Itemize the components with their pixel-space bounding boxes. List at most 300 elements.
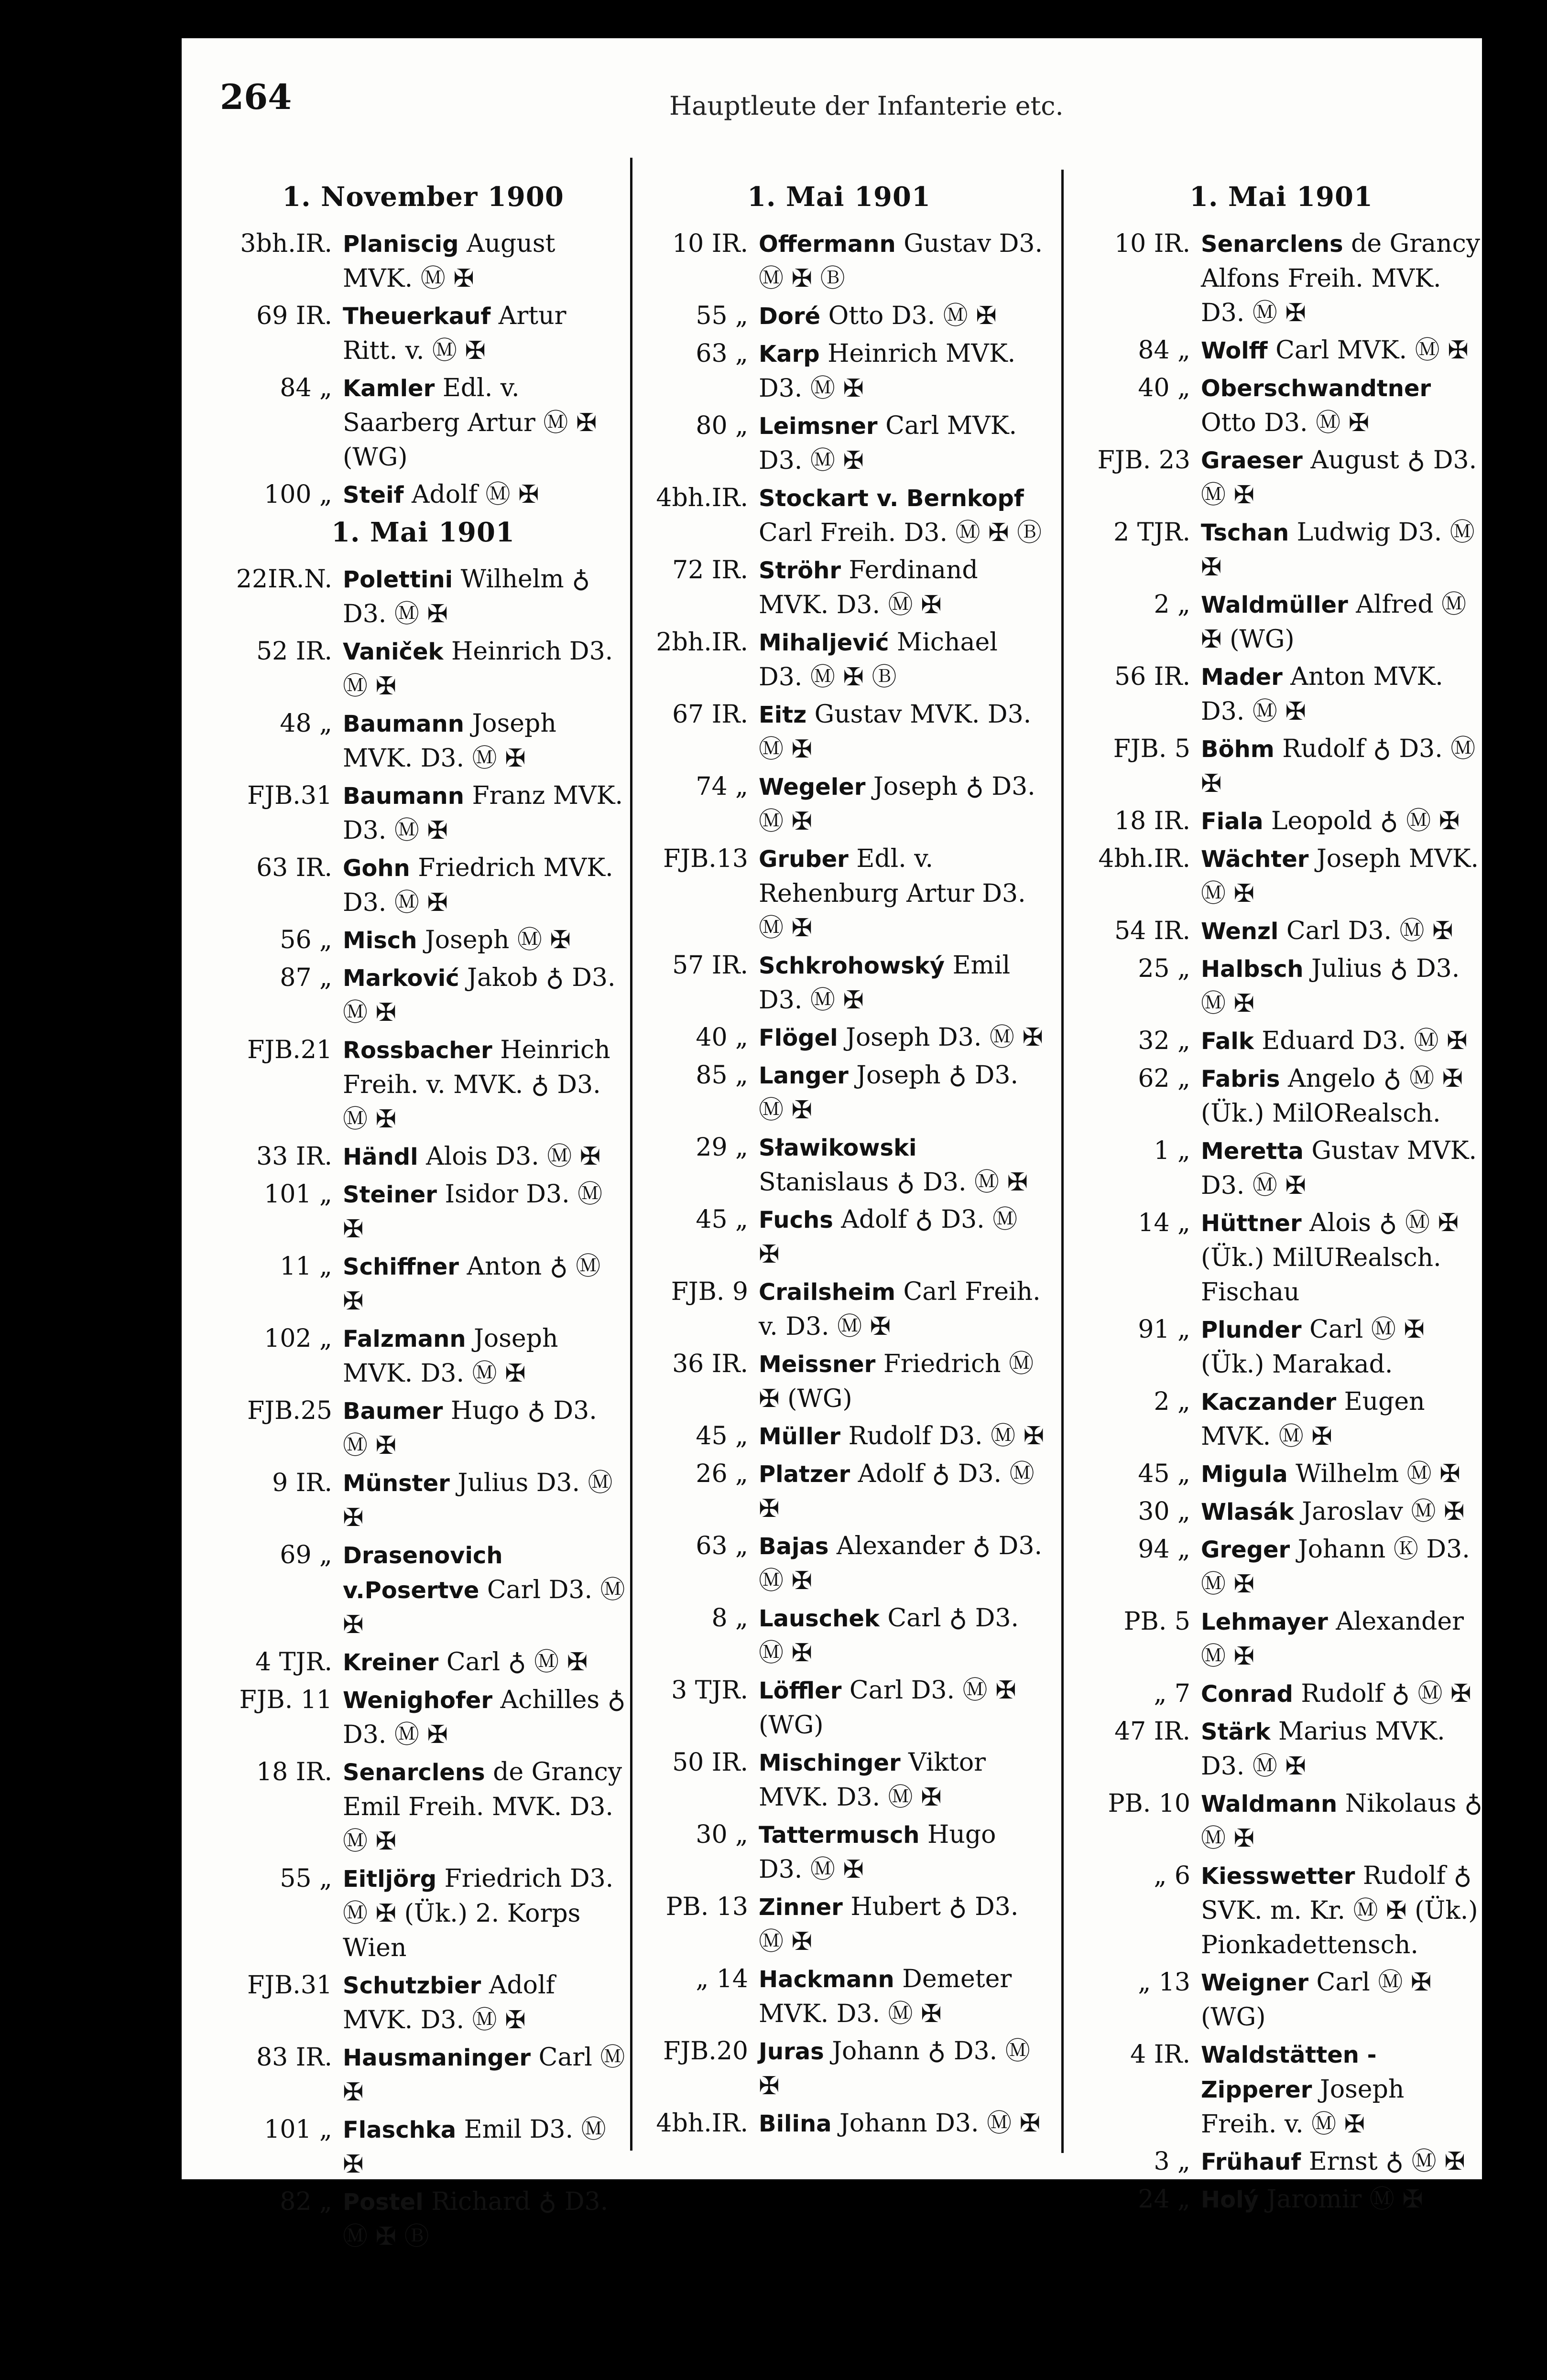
officer-surname: Platzer <box>759 1461 850 1488</box>
officer-details: Joseph MVK. D3. Ⓜ ✠ <box>343 709 556 773</box>
officer-surname: Baumann <box>343 711 464 737</box>
officer-entry <box>1076 1385 1487 1454</box>
regiment-label: „ 14 <box>696 1965 748 1993</box>
officer-details: Anton ♁ Ⓜ ✠ <box>343 1252 601 1316</box>
officer-entry <box>1076 1206 1487 1309</box>
officer-surname: Wenzl <box>1201 918 1279 945</box>
officer-entry <box>218 2040 629 2110</box>
officer-entry <box>218 634 629 703</box>
officer-entry <box>1076 952 1487 1021</box>
regiment-label: 67 IR. <box>672 700 748 729</box>
regiment-label: 1 „ <box>1154 1136 1190 1165</box>
officer-entry <box>218 2112 629 2182</box>
officer-details: Michael D3. Ⓜ ✠ Ⓑ <box>759 628 998 692</box>
regiment-label: FJB.31 <box>247 1971 332 2000</box>
officer-entry <box>218 371 629 475</box>
entry-text <box>759 948 1045 1017</box>
entry-text <box>343 779 629 848</box>
officer-entry <box>633 1962 1045 2031</box>
entry-text <box>759 299 1045 334</box>
entry-text <box>759 409 1045 478</box>
regiment-label: 87 „ <box>280 963 332 992</box>
officer-details: Julius D3. Ⓜ ✠ <box>343 1469 613 1532</box>
officer-surname: Waldmüller <box>1201 592 1348 618</box>
regiment-label: „ 13 <box>1138 1968 1190 1997</box>
officer-surname: Meissner <box>759 1351 876 1378</box>
entry-text <box>1201 587 1487 657</box>
regiment-label: 4 IR. <box>1130 2040 1190 2069</box>
regiment-label: 45 „ <box>1138 1460 1190 1488</box>
regiment-label: 9 IR. <box>272 1469 332 1497</box>
officer-entry <box>218 227 629 296</box>
entry-text <box>759 481 1045 550</box>
officer-details: Rudolf ♁ SVK. m. Kr. Ⓜ ✠ (Ük.) Pionkadettensch. <box>1201 1861 1478 1959</box>
officer-details: Joseph MVK. Ⓜ ✠ <box>1201 844 1479 908</box>
entry-text <box>343 1861 629 1965</box>
regiment-label: 69 „ <box>280 1541 332 1569</box>
officer-entry <box>633 769 1045 839</box>
entry-text <box>1201 1532 1487 1601</box>
regiment-label: 10 IR. <box>1114 229 1190 258</box>
officer-surname: Migula <box>1201 1461 1288 1488</box>
officer-entry <box>218 1968 629 2037</box>
regiment-label: PB. 13 <box>665 1893 748 1921</box>
entry-text <box>343 1683 629 1752</box>
officer-surname: Plunder <box>1201 1317 1302 1343</box>
officer-surname: Waldstätten - Zipperer <box>1201 2042 1377 2103</box>
officer-entry <box>218 2185 629 2254</box>
entry-text <box>1201 2182 1487 2217</box>
entry-text <box>343 634 629 703</box>
officer-entry <box>633 1275 1045 1344</box>
regiment-label: 69 IR. <box>256 302 332 330</box>
officer-details: Franz MVK. D3. Ⓜ ✠ <box>343 781 623 845</box>
officer-details: Viktor MVK. D3. Ⓜ ✠ <box>759 1748 986 1812</box>
regiment-label: FJB.21 <box>247 1036 332 1064</box>
officer-surname: Rossbacher <box>343 1037 492 1064</box>
regiment-label: 4 TJR. <box>255 1648 332 1677</box>
officer-entry <box>633 1020 1045 1055</box>
officer-entry <box>1076 2037 1487 2142</box>
officer-surname: Wlasák <box>1201 1499 1294 1525</box>
entry-text <box>343 851 629 920</box>
entry-text <box>759 2034 1045 2103</box>
entry-text <box>1201 842 1487 911</box>
entry-text <box>1201 1604 1487 1674</box>
officer-entry <box>633 227 1045 296</box>
officer-entry <box>1076 1965 1487 2034</box>
entry-text <box>759 227 1045 296</box>
regiment-label: 4bh.IR. <box>1098 844 1190 873</box>
entry-text <box>1201 2144 1487 2179</box>
officer-entry <box>633 2106 1045 2141</box>
entry-text <box>759 2106 1045 2141</box>
officer-surname: Falzmann <box>343 1326 466 1352</box>
entry-text <box>343 1755 629 1859</box>
officer-surname: Eitljörg <box>343 1866 437 1893</box>
officer-entry <box>1076 227 1487 330</box>
officer-surname: Fuchs <box>759 1207 833 1233</box>
officer-entry <box>1076 2144 1487 2179</box>
officer-details: Adolf Ⓜ ✠ <box>411 480 539 509</box>
officer-surname: Schutzbier <box>343 1972 481 1999</box>
entry-text <box>343 562 629 631</box>
officer-surname: Leimsner <box>759 413 878 440</box>
regiment-label: „ 7 <box>1154 1679 1190 1708</box>
officer-surname: Frühauf <box>1201 2149 1301 2175</box>
entry-text <box>1201 2037 1487 2142</box>
regiment-label: 3 „ <box>1154 2147 1190 2176</box>
regiment-label: 54 IR. <box>1114 917 1190 945</box>
entry-text <box>1201 1859 1487 1962</box>
officer-surname: Eitz <box>759 702 807 728</box>
entry-text <box>1201 227 1487 330</box>
officer-surname: Hüttner <box>1201 1210 1302 1237</box>
regiment-label: FJB.13 <box>663 844 748 873</box>
officer-entry <box>218 562 629 631</box>
regiment-label: 22IR.N. <box>236 565 332 594</box>
officer-surname: Händl <box>343 1144 418 1170</box>
officer-details: Artur Ritt. v. Ⓜ ✠ <box>343 302 567 365</box>
officer-entry <box>218 1861 629 1965</box>
date-heading: 1. Mai 1901 <box>747 181 931 213</box>
entry-text <box>759 336 1045 406</box>
officer-surname: Waldmann <box>1201 1791 1338 1817</box>
regiment-label: 4bh.IR. <box>656 484 748 512</box>
officer-surname: Steif <box>343 482 404 508</box>
regiment-label: 94 „ <box>1138 1535 1190 1564</box>
officer-details: Joseph ♁ D3. Ⓜ ✠ <box>759 772 1035 836</box>
entry-text <box>1201 1677 1487 1711</box>
entry-text <box>343 1466 629 1535</box>
officer-entry <box>633 2034 1045 2103</box>
regiment-label: 55 „ <box>280 1864 332 1893</box>
officer-entry <box>1076 1532 1487 1601</box>
regiment-label: 85 „ <box>696 1061 748 1090</box>
entry-text <box>343 1645 629 1680</box>
officer-details: Achilles ♁ D3. Ⓜ ✠ <box>343 1686 626 1749</box>
entry-text <box>759 697 1045 767</box>
officer-entry <box>1076 660 1487 729</box>
officer-details: Gustav D3. Ⓜ ✠ Ⓑ <box>759 229 1043 293</box>
column-2 <box>633 177 1045 2144</box>
regiment-label: FJB. 9 <box>671 1277 748 1306</box>
entry-text <box>759 769 1045 839</box>
officer-details: Otto D3. Ⓜ ✠ <box>828 302 997 330</box>
officer-surname: Müller <box>759 1423 841 1450</box>
officer-entry <box>218 1394 629 1463</box>
entry-text <box>1201 732 1487 801</box>
officer-surname: Löffler <box>759 1677 842 1704</box>
regiment-label: 84 „ <box>280 374 332 402</box>
officer-entry <box>1076 1859 1487 1962</box>
officer-surname: Gruber <box>759 846 849 873</box>
entry-text <box>759 1058 1045 1127</box>
officer-details: Rudolf ♁ D3. Ⓜ ✠ <box>1201 735 1476 798</box>
officer-details: Emil D3. Ⓜ ✠ <box>343 2115 606 2179</box>
entry-text <box>1201 1061 1487 1131</box>
officer-entry <box>633 481 1045 550</box>
officer-entry <box>218 1249 629 1319</box>
column-divider <box>630 158 632 2151</box>
officer-entry <box>218 1755 629 1859</box>
regiment-label: 82 „ <box>280 2187 332 2216</box>
entry-text <box>1201 660 1487 729</box>
regiment-label: 83 IR. <box>256 2043 332 2072</box>
entry-text <box>343 1177 629 1246</box>
entry-text <box>759 1817 1045 1887</box>
officer-entry <box>1076 842 1487 911</box>
regiment-label: 45 „ <box>696 1422 748 1450</box>
officer-surname: Falk <box>1201 1028 1254 1055</box>
regiment-label: 24 „ <box>1138 2185 1190 2214</box>
regiment-label: 40 „ <box>696 1023 748 1052</box>
officer-entry <box>633 625 1045 694</box>
regiment-label: FJB.25 <box>247 1396 332 1425</box>
officer-details: Ernst ♁ Ⓜ ✠ <box>1308 2147 1465 2176</box>
officer-details: Adolf ♁ D3. Ⓜ ✠ <box>759 1205 1018 1269</box>
entry-text <box>1201 1786 1487 1856</box>
regiment-label: 3bh.IR. <box>240 229 332 258</box>
officer-surname: Doré <box>759 303 821 330</box>
entry-text <box>343 1249 629 1319</box>
officer-details: Gustav MVK. D3. Ⓜ ✠ <box>1201 1136 1477 1200</box>
regiment-label: 63 „ <box>696 1532 748 1560</box>
entry-text <box>343 1033 629 1136</box>
entry-text <box>1201 952 1487 1021</box>
officer-surname: Marković <box>343 965 459 992</box>
officer-details: Edl. v. Saarberg Artur Ⓜ ✠ (WG) <box>343 374 597 472</box>
officer-surname: Karp <box>759 341 820 368</box>
officer-details: de Grancy Alfons Freih. MVK. D3. Ⓜ ✠ <box>1201 229 1481 327</box>
officer-entry <box>1076 587 1487 657</box>
officer-details: Carl D3. Ⓜ ✠ (WG) <box>759 1676 1016 1740</box>
officer-entry <box>633 1601 1045 1670</box>
date-heading: 1. Mai 1901 <box>331 517 515 548</box>
entry-text <box>759 1020 1045 1055</box>
officer-details: August MVK. Ⓜ ✠ <box>343 229 556 293</box>
officer-entry <box>633 1817 1045 1887</box>
entry-text <box>759 1202 1045 1272</box>
page-number: 264 <box>220 76 292 117</box>
officer-details: Alois D3. Ⓜ ✠ <box>426 1142 601 1171</box>
officer-details: Marius MVK. D3. Ⓜ ✠ <box>1201 1717 1445 1781</box>
officer-entry <box>1076 333 1487 368</box>
regiment-label: 62 „ <box>1138 1064 1190 1093</box>
regiment-label: 100 „ <box>264 480 332 509</box>
officer-details: Joseph MVK. D3. Ⓜ ✠ <box>343 1324 558 1388</box>
officer-details: Carl Freih. v. D3. Ⓜ ✠ <box>759 1277 1041 1341</box>
entry-text <box>759 1275 1045 1344</box>
entry-text <box>1201 443 1487 512</box>
regiment-label: 63 IR. <box>256 854 332 882</box>
officer-surname: Böhm <box>1201 736 1275 763</box>
officer-entry <box>1076 914 1487 949</box>
regiment-label: 2 TJR. <box>1113 518 1190 547</box>
regiment-label: 10 IR. <box>672 229 748 258</box>
officer-surname: Baumer <box>343 1398 443 1425</box>
officer-surname: Wolff <box>1201 337 1268 364</box>
regiment-label: 102 „ <box>264 1324 332 1353</box>
officer-details: Friedrich D3. Ⓜ ✠ (Ük.) 2. Korps Wien <box>343 1864 614 1962</box>
entry-text <box>759 842 1045 945</box>
entry-text <box>759 1529 1045 1598</box>
entry-text <box>1201 1494 1487 1529</box>
officer-surname: Mischinger <box>759 1750 901 1776</box>
officer-surname: Fabris <box>1201 1066 1280 1093</box>
officer-details: Alfred Ⓜ ✠ (WG) <box>1201 590 1467 654</box>
officer-details: Wilhelm ♁ D3. Ⓜ ✠ <box>343 565 590 628</box>
officer-surname: Misch <box>343 927 417 954</box>
officer-details: Eduard D3. Ⓜ ✠ <box>1262 1027 1468 1055</box>
officer-entry <box>218 851 629 920</box>
officer-entry <box>218 1645 629 1680</box>
regiment-label: 18 IR. <box>1114 807 1190 835</box>
regiment-label: 50 IR. <box>672 1748 748 1777</box>
officer-details: Hubert ♁ D3. Ⓜ ✠ <box>759 1893 1019 1956</box>
officer-surname: Oberschwandtner <box>1201 375 1431 402</box>
officer-surname: Stärk <box>1201 1719 1271 1745</box>
regiment-label: 2bh.IR. <box>656 628 748 657</box>
officer-entry <box>633 1673 1045 1742</box>
officer-surname: Wächter <box>1201 846 1309 873</box>
regiment-label: 33 IR. <box>256 1142 332 1171</box>
officer-surname: Drasenovich v.Posertve <box>343 1542 503 1604</box>
regiment-label: FJB.31 <box>247 781 332 810</box>
officer-details: Johann D3. Ⓜ ✠ <box>839 2109 1041 2138</box>
regiment-label: 30 „ <box>1138 1497 1190 1526</box>
officer-details: Adolf ♁ D3. Ⓜ ✠ <box>759 1460 1035 1523</box>
officer-surname: Kamler <box>343 375 435 402</box>
officer-entry <box>1076 1714 1487 1784</box>
officer-details: Richard ♁ D3. Ⓜ ✠ Ⓑ <box>343 2187 609 2251</box>
entry-text <box>343 1139 629 1174</box>
officer-entry <box>218 923 629 958</box>
officer-surname: Lauschek <box>759 1605 880 1632</box>
officer-entry <box>1076 1312 1487 1382</box>
officer-entry <box>1076 1457 1487 1492</box>
entry-text <box>343 2112 629 2182</box>
officer-entry <box>633 1419 1045 1454</box>
regiment-label: 72 IR. <box>672 556 748 584</box>
officer-surname: Bajas <box>759 1533 829 1560</box>
officer-entry <box>1076 1604 1487 1674</box>
regiment-label: 25 „ <box>1138 954 1190 983</box>
officer-details: Heinrich Freih. v. MVK. ♁ D3. Ⓜ ✠ <box>343 1036 610 1134</box>
officer-details: Anton MVK. D3. Ⓜ ✠ <box>1201 662 1443 726</box>
officer-details: Hugo ♁ D3. Ⓜ ✠ <box>343 1396 597 1460</box>
entry-text <box>1201 371 1487 440</box>
officer-details: Carl ♁ Ⓜ ✠ <box>446 1648 588 1677</box>
officer-surname: Kiesswetter <box>1201 1863 1355 1890</box>
date-heading: 1. Mai 1901 <box>1189 181 1373 213</box>
regiment-label: 29 „ <box>696 1133 748 1162</box>
officer-surname: Flögel <box>759 1025 838 1051</box>
officer-entry <box>633 948 1045 1017</box>
officer-surname: Zinner <box>759 1894 843 1921</box>
officer-entry <box>633 409 1045 478</box>
officer-surname: Lehmayer <box>1201 1609 1328 1635</box>
officer-entry <box>633 1202 1045 1272</box>
officer-details: Carl Freih. D3. Ⓜ ✠ Ⓑ <box>759 519 1042 547</box>
officer-details: Alexander Ⓜ ✠ <box>1201 1607 1464 1671</box>
officer-surname: Halbsch <box>1201 956 1304 983</box>
entry-text <box>343 477 629 512</box>
officer-entry <box>218 1177 629 1246</box>
officer-surname: Conrad <box>1201 1681 1293 1708</box>
regiment-label: 8 „ <box>711 1604 748 1633</box>
entry-text <box>759 553 1045 622</box>
officer-details: Demeter MVK. D3. Ⓜ ✠ <box>759 1965 1012 2028</box>
regiment-label: 101 „ <box>264 1180 332 1209</box>
officer-surname: Polettini <box>343 566 453 593</box>
officer-entry <box>633 1890 1045 1959</box>
officer-surname: Bilina <box>759 2110 832 2137</box>
entry-text <box>759 1419 1045 1454</box>
officer-entry <box>1076 1024 1487 1059</box>
officer-surname: Weigner <box>1201 1969 1308 1996</box>
officer-entry <box>218 1033 629 1136</box>
column-divider <box>1061 170 1064 2153</box>
officer-details: Joseph D3. Ⓜ ✠ <box>846 1023 1043 1052</box>
regiment-label: FJB. 5 <box>1113 735 1190 763</box>
officer-surname: Mihaljević <box>759 629 889 656</box>
officer-details: Carl D3. Ⓜ ✠ <box>343 1576 625 1639</box>
officer-entry <box>218 477 629 512</box>
officer-surname: Ströhr <box>759 557 841 584</box>
entry-text <box>343 371 629 475</box>
officer-entry <box>633 1745 1045 1815</box>
column-1 <box>218 177 629 2257</box>
officer-details: Heinrich D3. Ⓜ ✠ <box>343 637 613 701</box>
entry-text <box>343 1394 629 1463</box>
regiment-label: PB. 10 <box>1108 1789 1190 1818</box>
regiment-label: 2 „ <box>1154 590 1190 619</box>
officer-details: Joseph ♁ D3. Ⓜ ✠ <box>759 1061 1019 1125</box>
officer-entry <box>218 1683 629 1752</box>
regiment-label: 63 „ <box>696 339 748 368</box>
entry-text <box>343 2185 629 2254</box>
entry-text <box>343 706 629 776</box>
regiment-label: 26 „ <box>696 1460 748 1488</box>
regiment-label: 56 IR. <box>1114 662 1190 691</box>
officer-details: Emil D3. Ⓜ ✠ <box>759 951 1011 1015</box>
regiment-label: 84 „ <box>1138 336 1190 365</box>
officer-details: Heinrich MVK. D3. Ⓜ ✠ <box>759 339 1016 403</box>
officer-entry <box>218 961 629 1030</box>
officer-entry <box>633 697 1045 767</box>
officer-entry <box>218 1321 629 1391</box>
entry-text <box>343 961 629 1030</box>
regiment-label: 3 TJR. <box>671 1676 748 1705</box>
officer-surname: Senarclens <box>343 1759 485 1786</box>
officer-details: Jaromir Ⓜ ✠ <box>1266 2185 1423 2214</box>
officer-surname: Greger <box>1201 1536 1290 1563</box>
officer-details: Eugen MVK. Ⓜ ✠ <box>1201 1387 1425 1451</box>
regiment-label: 40 „ <box>1138 374 1190 402</box>
officer-details: Angelo ♁ Ⓜ ✠ (Ük.) MilORealsch. <box>1201 1064 1463 1128</box>
officer-details: Julius ♁ D3. Ⓜ ✠ <box>1201 954 1460 1018</box>
officer-entry <box>1076 515 1487 584</box>
officer-entry <box>633 1347 1045 1416</box>
officer-details: Alexander ♁ D3. Ⓜ ✠ <box>759 1532 1042 1595</box>
officer-details: Friedrich MVK. D3. Ⓜ ✠ <box>343 854 613 917</box>
entry-text <box>1201 1024 1487 1059</box>
officer-surname: Schiffner <box>343 1254 459 1280</box>
entry-text <box>759 1673 1045 1742</box>
officer-entry <box>1076 1134 1487 1203</box>
officer-details: Otto D3. Ⓜ ✠ <box>1201 409 1370 437</box>
